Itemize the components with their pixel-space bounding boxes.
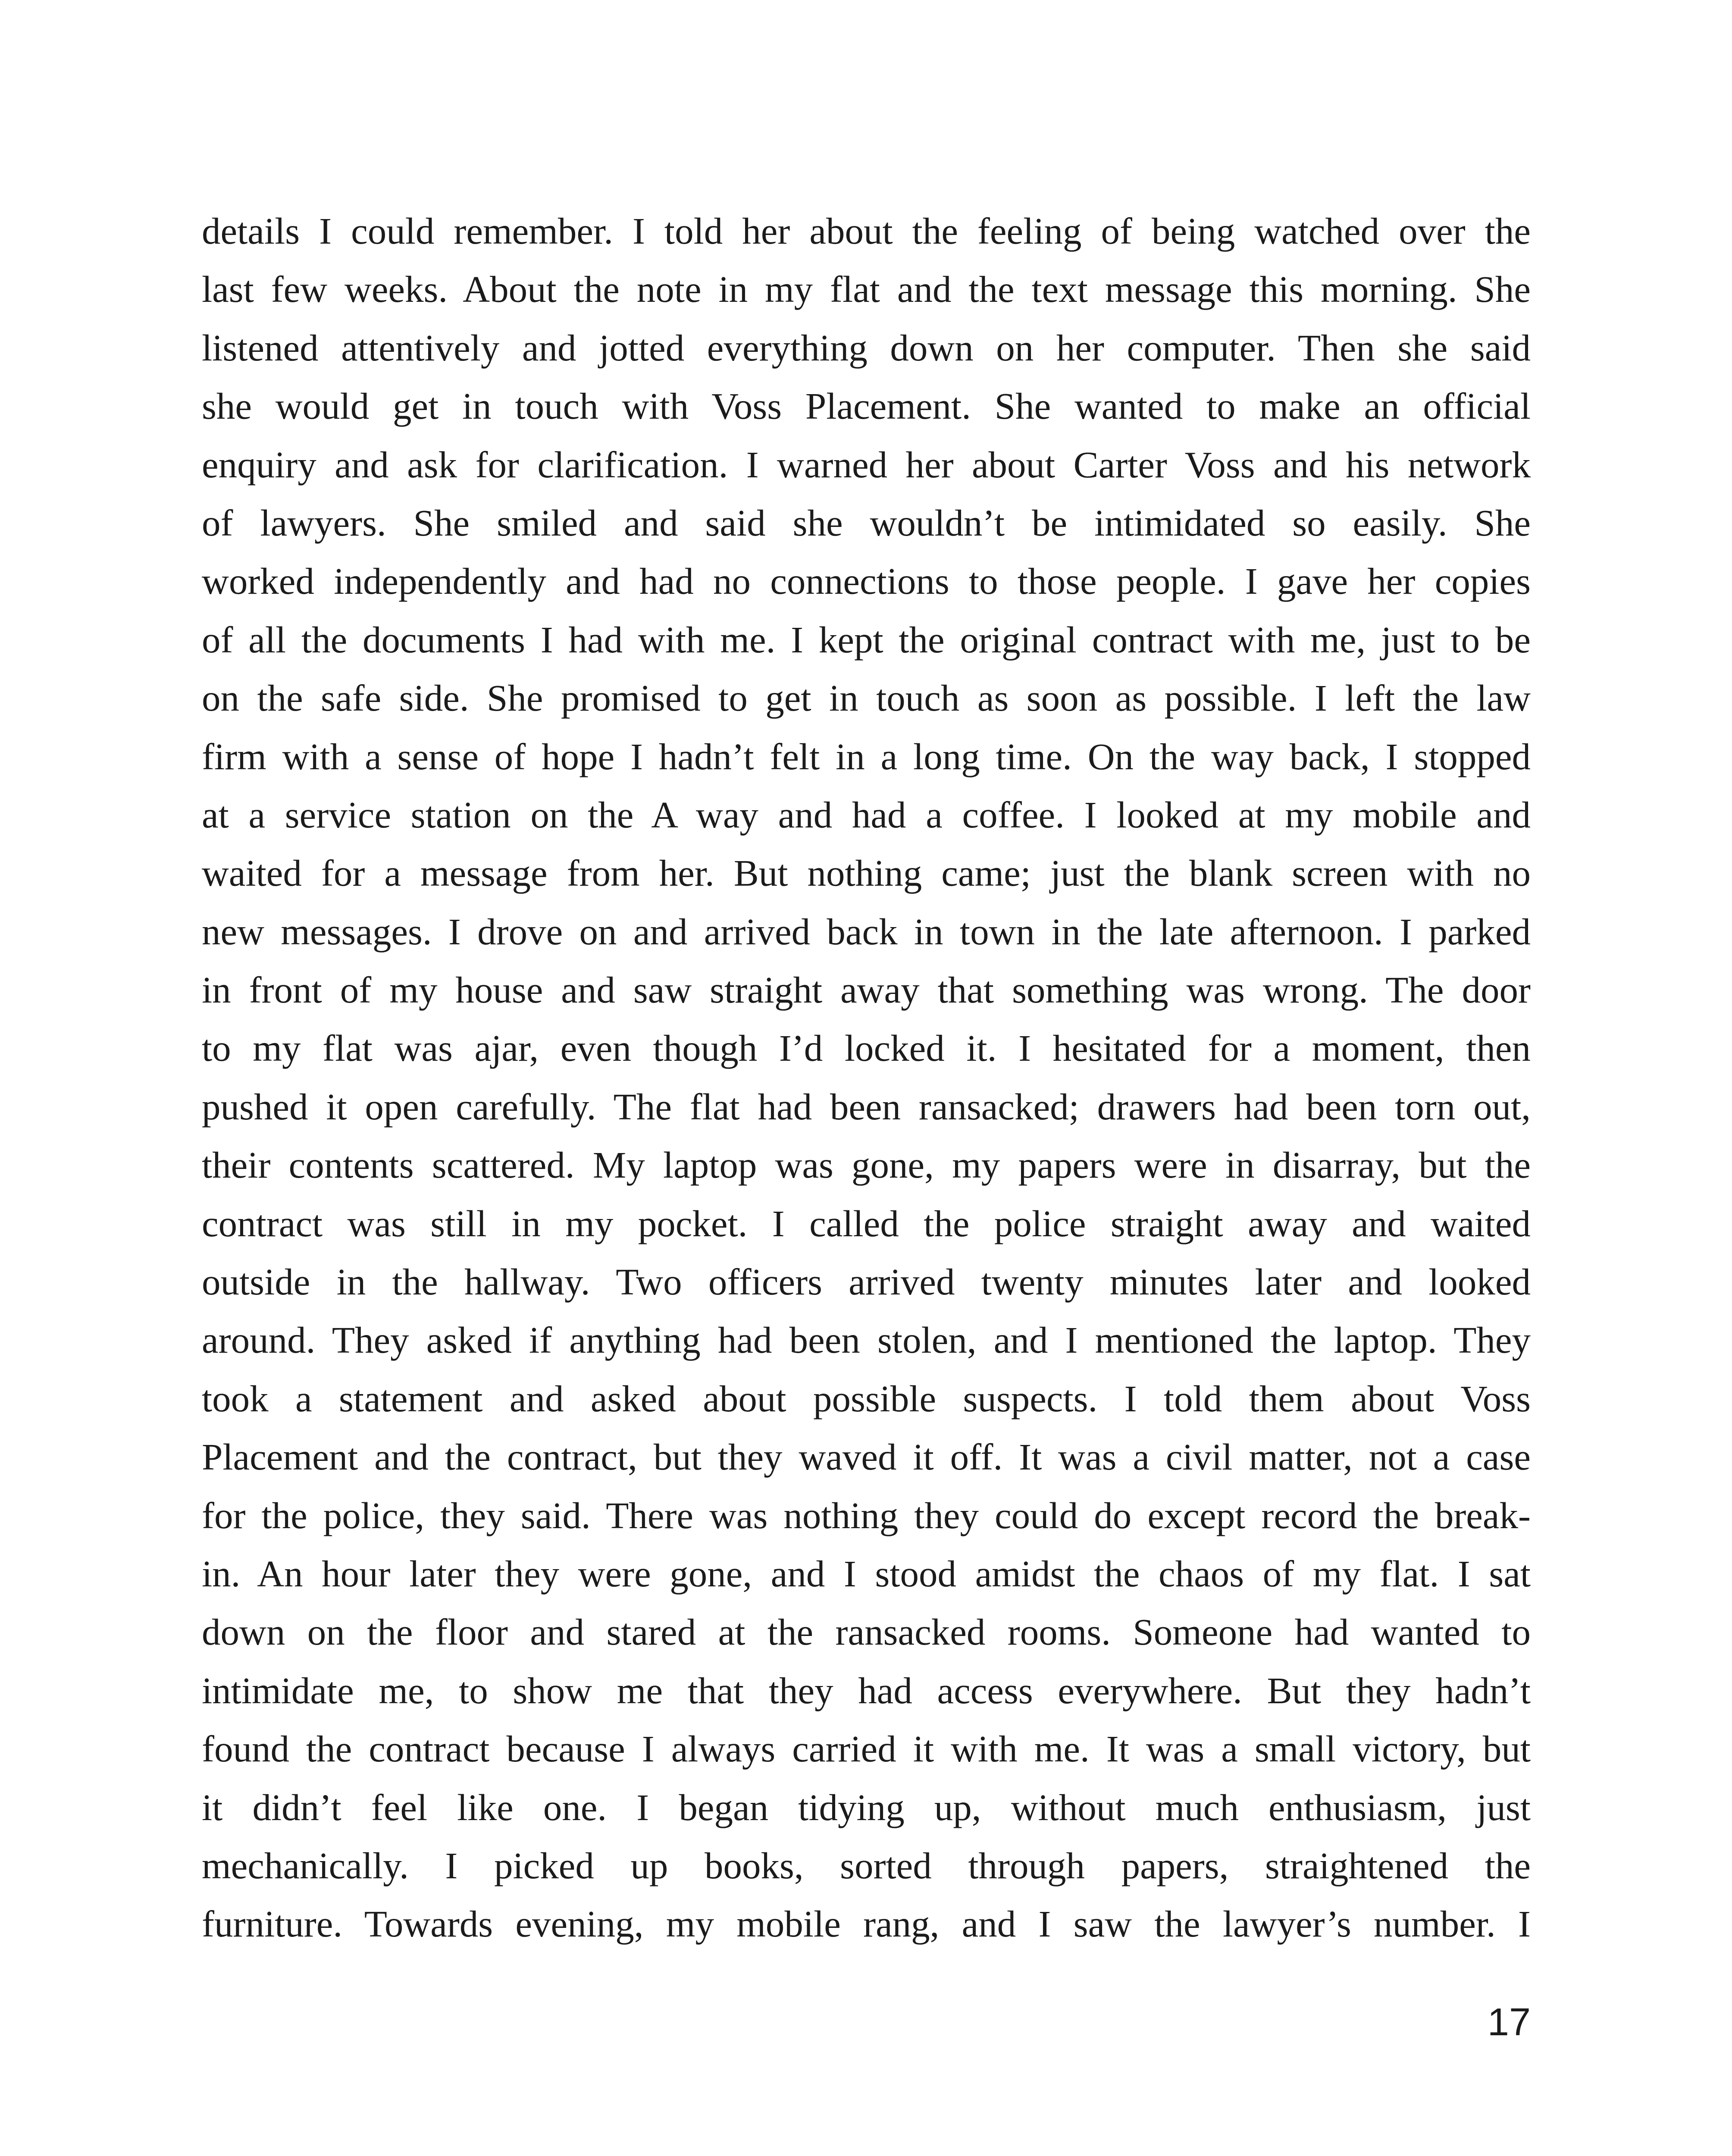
text-line: she would get in touch with Voss Placement. She wanted to make an official <box>202 385 1531 427</box>
text-line: for the police, they said. There was nothing they could do except record the break- <box>202 1494 1531 1536</box>
text-line: around. They asked if anything had been stolen, and I mentioned the laptop. They <box>202 1319 1531 1361</box>
text-line: furniture. Towards evening, my mobile rang, and I saw the lawyer’s number. I <box>202 1903 1531 1945</box>
page-number: 17 <box>1487 2001 1531 2044</box>
text-line: down on the floor and stared at the ransacked rooms. Someone had wanted to <box>202 1611 1531 1653</box>
body-text <box>202 202 1531 1953</box>
text-line: to my flat was ajar, even though I’d locked it. I hesitated for a moment, then <box>202 1027 1531 1069</box>
text-line: of lawyers. She smiled and said she wouldn’t be intimidated so easily. She <box>202 501 1531 544</box>
text-line: in. An hour later they were gone, and I stood amidst the chaos of my flat. I sat <box>202 1552 1531 1595</box>
text-line: contract was still in my pocket. I called the police straight away and waited <box>202 1202 1531 1244</box>
text-line: on the safe side. She promised to get in touch as soon as possible. I left the law <box>202 677 1531 719</box>
text-line: it didn’t feel like one. I began tidying up, without much enthusiasm, just <box>202 1786 1531 1828</box>
text-line: enquiry and ask for clarification. I warned her about Carter Voss and his network <box>202 443 1531 486</box>
text-line: of all the documents I had with me. I kept the original contract with me, just to be <box>202 618 1531 661</box>
text-line: intimidate me, to show me that they had access everywhere. But they hadn’t <box>202 1669 1531 1711</box>
text-line: last few weeks. About the note in my flat and the text message this morning. She <box>202 268 1531 310</box>
text-line: firm with a sense of hope I hadn’t felt in a long time. On the way back, I stopped <box>202 735 1531 777</box>
text-line: took a statement and asked about possible suspects. I told them about Voss <box>202 1377 1531 1420</box>
text-line: waited for a message from her. But nothing came; just the blank screen with no <box>202 852 1531 894</box>
text-line: listened attentively and jotted everything down on her computer. Then she said <box>202 326 1531 369</box>
text-line: pushed it open carefully. The flat had been ransacked; drawers had been torn out, <box>202 1085 1531 1128</box>
text-line: found the contract because I always carried it with me. It was a small victory, but <box>202 1728 1531 1770</box>
text-line: at a service station on the A way and had a coffee. I looked at my mobile and <box>202 793 1531 836</box>
text-line: details I could remember. I told her about the feeling of being watched over the <box>202 210 1531 252</box>
text-line: in front of my house and saw straight away that something was wrong. The door <box>202 969 1531 1011</box>
text-line: their contents scattered. My laptop was gone, my papers were in disarray, but the <box>202 1144 1531 1186</box>
text-line: outside in the hallway. Two officers arrived twenty minutes later and looked <box>202 1261 1531 1303</box>
text-line: mechanically. I picked up books, sorted through papers, straightened the <box>202 1844 1531 1887</box>
text-line: new messages. I drove on and arrived back in town in the late afternoon. I parked <box>202 910 1531 953</box>
text-line: worked independently and had no connections to those people. I gave her copies <box>202 560 1531 602</box>
text-line: Placement and the contract, but they waved it off. It was a civil matter, not a case <box>202 1436 1531 1478</box>
